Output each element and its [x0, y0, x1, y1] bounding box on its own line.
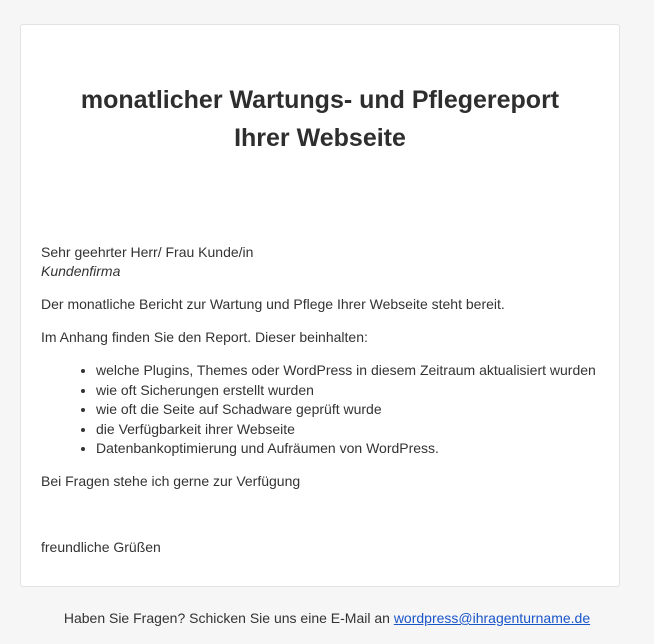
email-card	[20, 24, 620, 587]
intro-paragraph: Der monatliche Bericht zur Wartung und Pflege Ihrer Webseite steht bereit.	[41, 296, 505, 312]
footer	[0, 609, 654, 627]
list-item: • wie oft die Seite auf Schadware geprüft wurde	[96, 400, 601, 420]
salutation: Sehr geehrter Herr/ Frau Kunde/in	[41, 244, 254, 260]
list-item: • Datenbankoptimierung und Aufräumen von WordPress.	[96, 439, 601, 459]
footer-text: Haben Sie Fragen? Schicken Sie uns eine E-Mail an	[63, 610, 390, 626]
email-title-line-2: Ihrer Webseite	[234, 124, 406, 152]
footer-email-link[interactable]: wordpress@ihragenturname.de	[393, 610, 591, 626]
company-name: Kundenfirma	[41, 263, 121, 279]
attachment-paragraph: Im Anhang finden Sie den Report. Dieser beinhalten:	[41, 329, 368, 345]
email-title-line-1: monatlicher Wartungs- und Pflegereport	[80, 86, 560, 114]
list-item: • die Verfügbarkeit ihrer Webseite	[96, 420, 601, 440]
email-body	[41, 243, 601, 557]
list-item: • welche Plugins, Themes oder WordPress in diesem Zeitraum aktualisiert wurden	[96, 361, 601, 381]
email-title	[21, 81, 619, 157]
list-item: • wie oft Sicherungen erstellt wurden	[96, 381, 601, 401]
questions-paragraph: Bei Fragen stehe ich gerne zur Verfügung	[41, 472, 301, 489]
report-contents-list	[41, 361, 601, 459]
closing: freundliche Grüßen	[41, 538, 161, 555]
